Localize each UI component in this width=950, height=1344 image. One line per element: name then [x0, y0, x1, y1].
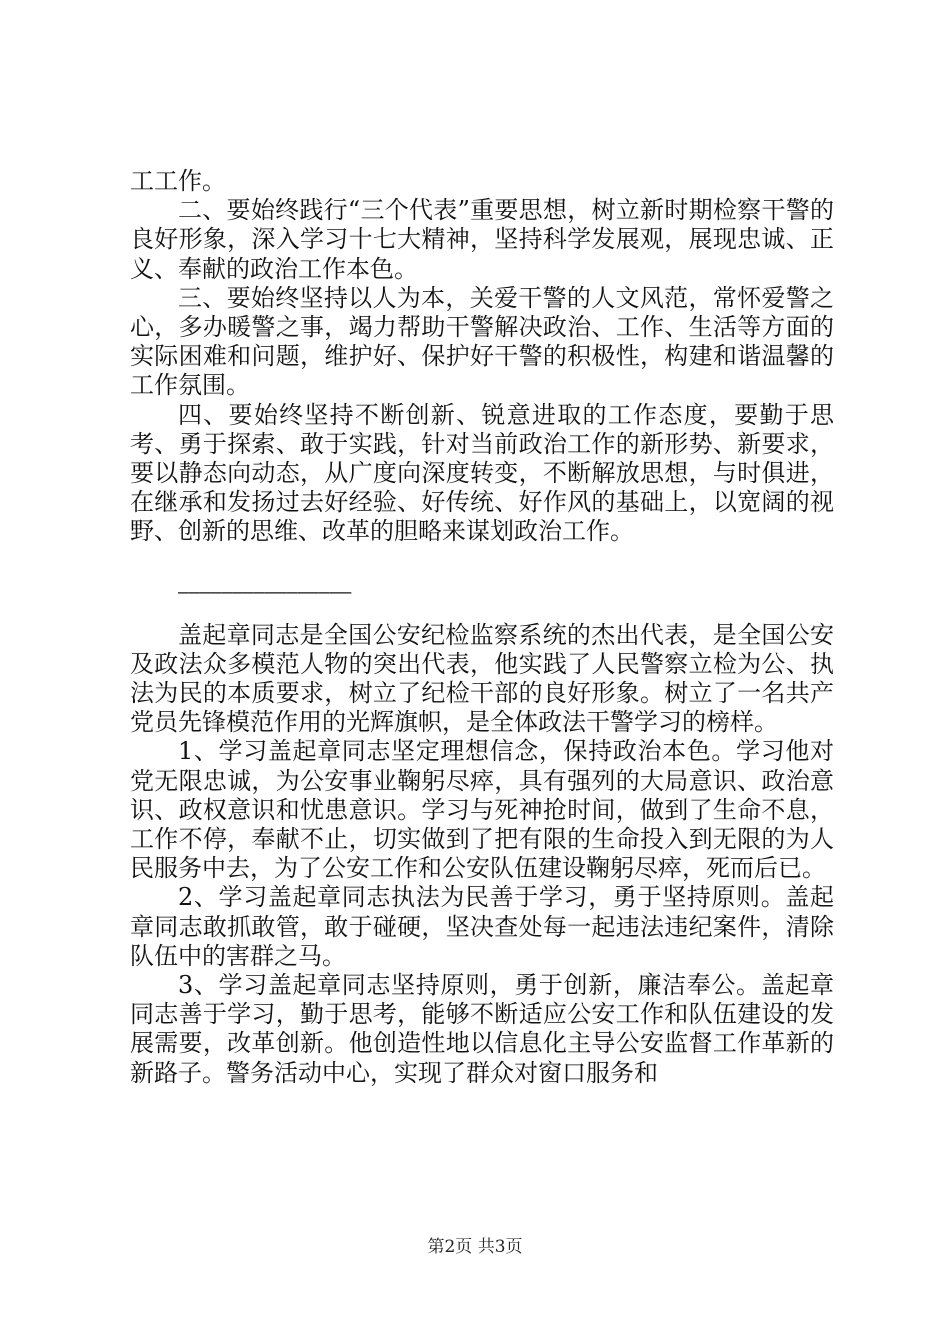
- paragraph-continuation: 工工作。: [130, 167, 226, 195]
- paragraph-item-one: 1、学习盖起章同志坚定理想信念，保持政治本色。学习他对党无限忠诚，为公安事业鞠躬尽瘁，具有强列的大局意识、政治意识、政权意识和忧患意识。学习与死神抢时间，做到了生命不息，工作不停，奉献不止，切实做到了把有限的生命投入到无限的为人民服务中去，为了公安工作和公安队伍建设鞠躬尽瘁，死而后已。: [130, 737, 834, 883]
- paragraph-point-two: 二、要始终践行“三个代表”重要思想，树立新时期检察干警的良好形象，深入学习十七大精神，坚持科学发展观，展现忠诚、正义、奉献的政治工作本色。: [130, 196, 834, 283]
- paragraph-item-two: 2、学习盖起章同志执法为民善于学习，勇于坚持原则。盖起章同志敢抓敢管，敢于碰硬，坚决查处每一起违法违纪案件，清除队伍中的害群之马。: [130, 883, 834, 970]
- section-separator: ————————————————: [178, 581, 352, 603]
- paragraph-intro: 盖起章同志是全国公安纪检监察系统的杰出代表，是全国公安及政法众多模范人物的突出代表，他实践了人民警察立检为公、执法为民的本质要求，树立了纪检干部的良好形象。树立了一名共产党员先锋模范作用的光辉旗帜，是全体政法干警学习的榜样。: [130, 620, 834, 737]
- page-number-footer: 第2页 共3页: [427, 1237, 523, 1257]
- paragraph-item-three: 3、学习盖起章同志坚持原则，勇于创新，廉洁奉公。盖起章同志善于学习，勤于思考，能够不断适应公安工作和队伍建设的发展需要，改革创新。他创造性地以信息化主导公安监督工作革新的新路子。警务活动中心，实现了群众对窗口服务和: [130, 971, 834, 1087]
- paragraph-point-four: 四、要始终坚持不断创新、锐意进取的工作态度，要勤于思考、勇于探索、敢于实践，针对当前政治工作的新形势、新要求，要以静态向动态，从广度向深度转变，不断解放思想，与时俱进，在继承和发扬过去好经验、好传统、好作风的基础上，以宽阔的视野、创新的思维、改革的胆略来谋划政治工作。: [130, 400, 834, 546]
- document-body: [130, 167, 834, 1088]
- paragraph-point-three: 三、要始终坚持以人为本，关爱干警的人文风范，常怀爱警之心，多办暖警之事，竭力帮助干警解决政治、工作、生活等方面的实际困难和问题，维护好、保护好干警的积极性，构建和谐温馨的工作氛围。: [130, 283, 834, 400]
